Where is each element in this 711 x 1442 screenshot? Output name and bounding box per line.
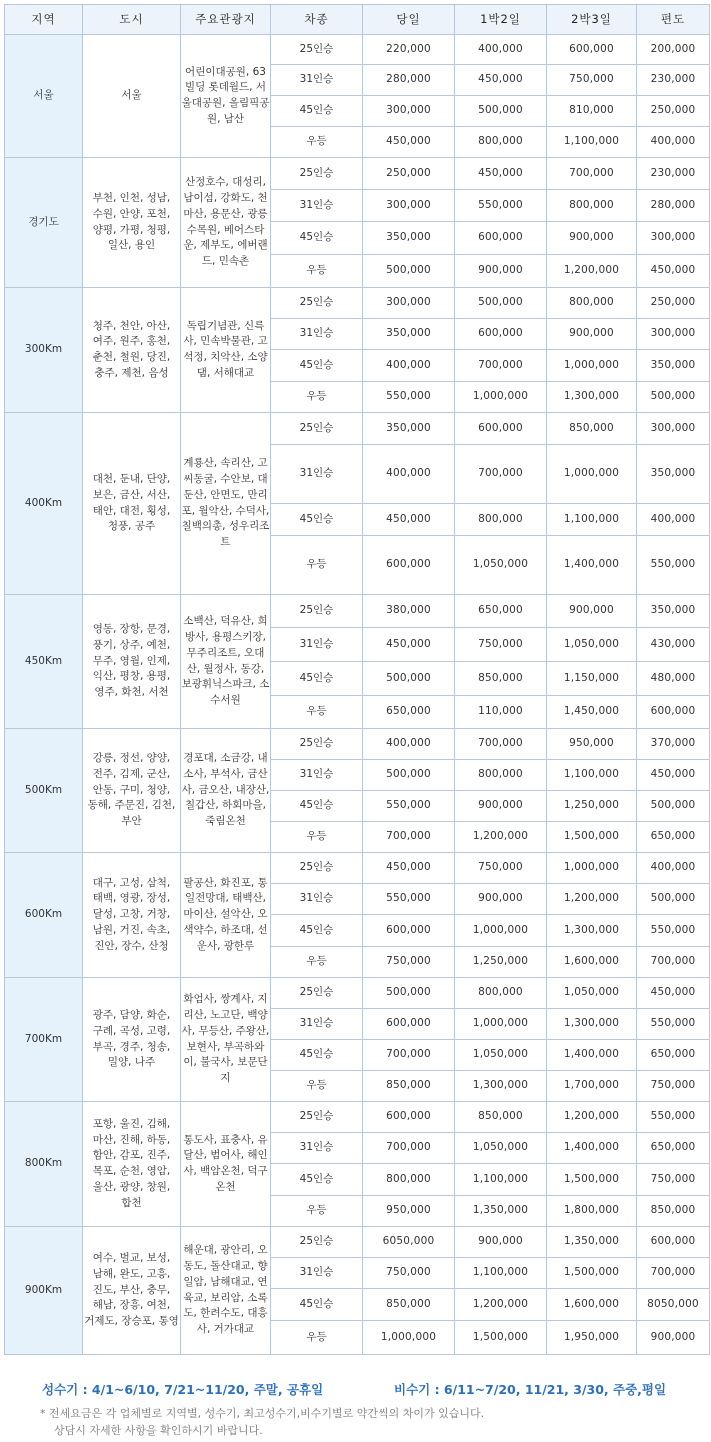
sights-cell: 소백산, 덕유산, 희방사, 용평스키장, 무주리조트, 오대산, 월정사, 동강, 보광휘닉스파크, 소수서원 bbox=[181, 595, 271, 729]
sights-cell: 계룡산, 속리산, 고씨동굴, 수안보, 대둔산, 안면도, 만리포, 월악산, 수덕사, 칠백의총, 성우리조트 bbox=[181, 413, 271, 595]
price-oneway: 350,000 bbox=[637, 595, 710, 628]
price-day: 250,000 bbox=[363, 158, 455, 190]
region-cell: 서울 bbox=[5, 35, 83, 158]
price-1night: 1,300,000 bbox=[455, 1071, 547, 1102]
price-1night: 800,000 bbox=[455, 978, 547, 1009]
price-1night: 900,000 bbox=[455, 791, 547, 822]
price-day: 220,000 bbox=[363, 35, 455, 65]
vehicle-cell: 31인승 bbox=[271, 884, 363, 915]
price-day: 650,000 bbox=[363, 696, 455, 729]
price-1night: 1,050,000 bbox=[455, 536, 547, 595]
price-1night: 900,000 bbox=[455, 1227, 547, 1258]
vehicle-cell: 25인승 bbox=[271, 978, 363, 1009]
table-row bbox=[5, 413, 710, 445]
price-day: 450,000 bbox=[363, 853, 455, 884]
region-cell: 300Km bbox=[5, 288, 83, 413]
price-2nights: 800,000 bbox=[547, 288, 637, 319]
price-1night: 650,000 bbox=[455, 595, 547, 628]
price-day: 400,000 bbox=[363, 445, 455, 504]
region-cell: 450Km bbox=[5, 595, 83, 729]
header-2nights: 2박3일 bbox=[547, 5, 637, 35]
price-oneway: 450,000 bbox=[637, 978, 710, 1009]
price-1night: 700,000 bbox=[455, 350, 547, 382]
vehicle-cell: 45인승 bbox=[271, 662, 363, 696]
price-day: 700,000 bbox=[363, 1040, 455, 1071]
cities-cell: 여수, 벌교, 보성, 남해, 완도, 고흥, 진도, 부산, 충무, 해남, 장흥, 여천, 거제도, 장승포, 통영 bbox=[83, 1227, 181, 1355]
price-2nights: 1,200,000 bbox=[547, 255, 637, 288]
region-cell: 경기도 bbox=[5, 158, 83, 288]
price-oneway: 700,000 bbox=[637, 1258, 710, 1289]
sights-cell: 팔공산, 화진포, 통일전망대, 태백산, 마이산, 설악산, 오색약수, 하조대, 선운사, 광한루 bbox=[181, 853, 271, 978]
offpeak-season-text: 비수기 : 6/11~7/20, 11/21, 3/30, 주중,평일 bbox=[394, 1382, 667, 1397]
cities-cell: 광주, 담양, 화순, 구례, 곡성, 고령, 부곡, 경주, 청송, 밀양, 나주 bbox=[83, 978, 181, 1102]
price-1night: 1,250,000 bbox=[455, 947, 547, 978]
price-2nights: 1,200,000 bbox=[547, 1102, 637, 1133]
price-1night: 900,000 bbox=[455, 255, 547, 288]
sights-cell: 산정호수, 대성리, 남이섬, 강화도, 천마산, 용문산, 광릉수목원, 베어스타운, 제부도, 에버랜드, 민속촌 bbox=[181, 158, 271, 288]
vehicle-cell: 25인승 bbox=[271, 853, 363, 884]
vehicle-cell: 우등 bbox=[271, 255, 363, 288]
vehicle-cell: 45인승 bbox=[271, 96, 363, 127]
price-2nights: 1,300,000 bbox=[547, 1009, 637, 1040]
price-2nights: 810,000 bbox=[547, 96, 637, 127]
price-1night: 1,350,000 bbox=[455, 1196, 547, 1227]
price-1night: 1,050,000 bbox=[455, 1040, 547, 1071]
price-2nights: 1,400,000 bbox=[547, 1040, 637, 1071]
price-day: 550,000 bbox=[363, 791, 455, 822]
price-oneway: 650,000 bbox=[637, 1040, 710, 1071]
sights-cell: 어린이대공원, 63빌딩 롯데월드, 서울대공원, 올림픽공원, 남산 bbox=[181, 35, 271, 158]
price-day: 6050,000 bbox=[363, 1227, 455, 1258]
price-2nights: 1,700,000 bbox=[547, 1071, 637, 1102]
price-2nights: 900,000 bbox=[547, 222, 637, 255]
price-oneway: 250,000 bbox=[637, 288, 710, 319]
consult-note: 상담시 자세한 사항을 확인하시기 바랍니다. bbox=[54, 1424, 263, 1437]
price-2nights: 1,200,000 bbox=[547, 884, 637, 915]
vehicle-cell: 우등 bbox=[271, 947, 363, 978]
price-oneway: 600,000 bbox=[637, 1227, 710, 1258]
price-2nights: 1,400,000 bbox=[547, 536, 637, 595]
price-2nights: 1,800,000 bbox=[547, 1196, 637, 1227]
price-1night: 1,100,000 bbox=[455, 1164, 547, 1196]
price-oneway: 350,000 bbox=[637, 445, 710, 504]
vehicle-cell: 25인승 bbox=[271, 1102, 363, 1133]
vehicle-cell: 45인승 bbox=[271, 222, 363, 255]
price-2nights: 1,150,000 bbox=[547, 662, 637, 696]
price-oneway: 300,000 bbox=[637, 413, 710, 445]
price-oneway: 750,000 bbox=[637, 1164, 710, 1196]
vehicle-cell: 25인승 bbox=[271, 729, 363, 760]
vehicle-cell: 45인승 bbox=[271, 504, 363, 536]
price-oneway: 450,000 bbox=[637, 760, 710, 791]
price-1night: 850,000 bbox=[455, 1102, 547, 1133]
price-day: 600,000 bbox=[363, 1009, 455, 1040]
table-row bbox=[5, 729, 710, 760]
price-day: 500,000 bbox=[363, 760, 455, 791]
price-oneway: 300,000 bbox=[637, 222, 710, 255]
season-legend bbox=[42, 1380, 667, 1398]
vehicle-cell: 우등 bbox=[271, 822, 363, 853]
price-day: 600,000 bbox=[363, 536, 455, 595]
price-2nights: 1,050,000 bbox=[547, 628, 637, 662]
price-oneway: 370,000 bbox=[637, 729, 710, 760]
price-oneway: 200,000 bbox=[637, 35, 710, 65]
cities-cell: 청주, 천안, 아산, 여주, 원주, 홍천, 춘천, 철원, 당진, 충주, 제천, 음성 bbox=[83, 288, 181, 413]
price-1night: 1,200,000 bbox=[455, 1289, 547, 1321]
price-1night: 850,000 bbox=[455, 662, 547, 696]
cities-cell: 영동, 장항, 문경, 풍기, 상주, 예천, 무주, 영월, 인제, 익산, 평창, 용평, 영주, 화천, 서천 bbox=[83, 595, 181, 729]
price-1night: 700,000 bbox=[455, 729, 547, 760]
table-row bbox=[5, 1227, 710, 1258]
price-2nights: 1,500,000 bbox=[547, 822, 637, 853]
vehicle-cell: 31인승 bbox=[271, 628, 363, 662]
vehicle-cell: 우등 bbox=[271, 696, 363, 729]
price-2nights: 950,000 bbox=[547, 729, 637, 760]
price-oneway: 550,000 bbox=[637, 1102, 710, 1133]
header-day-trip: 당일 bbox=[363, 5, 455, 35]
price-day: 500,000 bbox=[363, 662, 455, 696]
price-oneway: 230,000 bbox=[637, 158, 710, 190]
price-1night: 600,000 bbox=[455, 413, 547, 445]
price-oneway: 750,000 bbox=[637, 1071, 710, 1102]
table-row bbox=[5, 1102, 710, 1133]
price-2nights: 1,350,000 bbox=[547, 1227, 637, 1258]
price-2nights: 1,600,000 bbox=[547, 1289, 637, 1321]
vehicle-cell: 우등 bbox=[271, 1071, 363, 1102]
header-city: 도시 bbox=[83, 5, 181, 35]
header-vehicle: 차종 bbox=[271, 5, 363, 35]
vehicle-cell: 31인승 bbox=[271, 445, 363, 504]
price-day: 350,000 bbox=[363, 413, 455, 445]
vehicle-cell: 45인승 bbox=[271, 1164, 363, 1196]
table-row bbox=[5, 853, 710, 884]
vehicle-cell: 45인승 bbox=[271, 350, 363, 382]
price-oneway: 700,000 bbox=[637, 947, 710, 978]
table-header-row bbox=[5, 5, 710, 35]
price-2nights: 900,000 bbox=[547, 595, 637, 628]
price-2nights: 1,000,000 bbox=[547, 350, 637, 382]
region-cell: 700Km bbox=[5, 978, 83, 1102]
price-day: 400,000 bbox=[363, 350, 455, 382]
price-day: 750,000 bbox=[363, 947, 455, 978]
price-1night: 450,000 bbox=[455, 65, 547, 96]
price-day: 300,000 bbox=[363, 288, 455, 319]
price-1night: 750,000 bbox=[455, 853, 547, 884]
price-oneway: 480,000 bbox=[637, 662, 710, 696]
price-1night: 800,000 bbox=[455, 127, 547, 158]
price-day: 500,000 bbox=[363, 255, 455, 288]
price-oneway: 280,000 bbox=[637, 190, 710, 222]
price-2nights: 1,100,000 bbox=[547, 760, 637, 791]
price-1night: 1,000,000 bbox=[455, 915, 547, 947]
region-cell: 500Km bbox=[5, 729, 83, 853]
sights-cell: 통도사, 표충사, 유달산, 범어사, 해인사, 백암온천, 덕구온천 bbox=[181, 1102, 271, 1227]
price-2nights: 1,300,000 bbox=[547, 915, 637, 947]
price-oneway: 230,000 bbox=[637, 65, 710, 96]
price-1night: 500,000 bbox=[455, 96, 547, 127]
vehicle-cell: 31인승 bbox=[271, 190, 363, 222]
vehicle-cell: 25인승 bbox=[271, 1227, 363, 1258]
vehicle-cell: 25인승 bbox=[271, 288, 363, 319]
price-day: 550,000 bbox=[363, 382, 455, 413]
header-sights: 주요관광지 bbox=[181, 5, 271, 35]
price-1night: 1,000,000 bbox=[455, 382, 547, 413]
price-oneway: 350,000 bbox=[637, 350, 710, 382]
price-oneway: 650,000 bbox=[637, 822, 710, 853]
price-day: 600,000 bbox=[363, 1102, 455, 1133]
vehicle-cell: 45인승 bbox=[271, 1040, 363, 1071]
price-1night: 900,000 bbox=[455, 884, 547, 915]
price-2nights: 1,000,000 bbox=[547, 445, 637, 504]
price-2nights: 1,100,000 bbox=[547, 127, 637, 158]
price-day: 300,000 bbox=[363, 96, 455, 127]
sights-cell: 해운대, 광안리, 오동도, 돌산대교, 향일암, 남해대교, 연육교, 보리암, 소록도, 한려수도, 대흥사, 거가대교 bbox=[181, 1227, 271, 1355]
table-row bbox=[5, 158, 710, 190]
price-2nights: 600,000 bbox=[547, 35, 637, 65]
price-2nights: 1,450,000 bbox=[547, 696, 637, 729]
price-oneway: 650,000 bbox=[637, 1133, 710, 1164]
price-day: 450,000 bbox=[363, 628, 455, 662]
vehicle-cell: 25인승 bbox=[271, 413, 363, 445]
price-day: 450,000 bbox=[363, 504, 455, 536]
price-oneway: 500,000 bbox=[637, 884, 710, 915]
price-day: 350,000 bbox=[363, 222, 455, 255]
price-1night: 800,000 bbox=[455, 760, 547, 791]
sights-cell: 화엄사, 쌍계사, 지리산, 노고단, 백양사, 무등산, 주왕산, 보현사, 부곡하와이, 불국사, 보문단지 bbox=[181, 978, 271, 1102]
price-oneway: 550,000 bbox=[637, 536, 710, 595]
price-day: 550,000 bbox=[363, 884, 455, 915]
price-2nights: 700,000 bbox=[547, 158, 637, 190]
price-2nights: 1,950,000 bbox=[547, 1321, 637, 1355]
cities-cell: 서울 bbox=[83, 35, 181, 158]
price-1night: 800,000 bbox=[455, 504, 547, 536]
price-oneway: 550,000 bbox=[637, 1009, 710, 1040]
vehicle-cell: 우등 bbox=[271, 127, 363, 158]
price-2nights: 1,250,000 bbox=[547, 791, 637, 822]
price-day: 400,000 bbox=[363, 729, 455, 760]
table-row bbox=[5, 288, 710, 319]
table-row bbox=[5, 978, 710, 1009]
vehicle-cell: 45인승 bbox=[271, 915, 363, 947]
fare-note: * 전세요금은 각 업체별로 지역별, 성수기, 최고성수기,비수기별로 약간씩의 차이가 있습니다. bbox=[40, 1407, 485, 1420]
vehicle-cell: 31인승 bbox=[271, 319, 363, 350]
vehicle-cell: 우등 bbox=[271, 1196, 363, 1227]
sights-cell: 독립기념관, 신륵사, 민속박물관, 고석정, 치악산, 소양댐, 서해대교 bbox=[181, 288, 271, 413]
header-1night: 1박2일 bbox=[455, 5, 547, 35]
vehicle-cell: 31인승 bbox=[271, 760, 363, 791]
price-2nights: 800,000 bbox=[547, 190, 637, 222]
vehicle-cell: 우등 bbox=[271, 382, 363, 413]
vehicle-cell: 45인승 bbox=[271, 1289, 363, 1321]
price-2nights: 1,500,000 bbox=[547, 1258, 637, 1289]
price-day: 850,000 bbox=[363, 1289, 455, 1321]
price-day: 1,000,000 bbox=[363, 1321, 455, 1355]
price-1night: 400,000 bbox=[455, 35, 547, 65]
peak-season-text: 성수기 : 4/1~6/10, 7/21~11/20, 주말, 공휴일 bbox=[42, 1382, 324, 1397]
price-oneway: 430,000 bbox=[637, 628, 710, 662]
cities-cell: 강릉, 정선, 양양, 전주, 김제, 군산, 안동, 구미, 청양, 동해, 주문진, 김천, 부안 bbox=[83, 729, 181, 853]
price-oneway: 550,000 bbox=[637, 915, 710, 947]
price-2nights: 1,300,000 bbox=[547, 382, 637, 413]
price-day: 500,000 bbox=[363, 978, 455, 1009]
price-1night: 450,000 bbox=[455, 158, 547, 190]
price-day: 800,000 bbox=[363, 1164, 455, 1196]
price-2nights: 1,050,000 bbox=[547, 978, 637, 1009]
price-2nights: 1,000,000 bbox=[547, 853, 637, 884]
cities-cell: 대천, 둔내, 단양, 보은, 금산, 서산, 태안, 대전, 횡성, 청풍, 공주 bbox=[83, 413, 181, 595]
price-day: 280,000 bbox=[363, 65, 455, 96]
price-oneway: 8050,000 bbox=[637, 1289, 710, 1321]
price-day: 950,000 bbox=[363, 1196, 455, 1227]
region-cell: 600Km bbox=[5, 853, 83, 978]
price-oneway: 250,000 bbox=[637, 96, 710, 127]
vehicle-cell: 25인승 bbox=[271, 158, 363, 190]
vehicle-cell: 31인승 bbox=[271, 1133, 363, 1164]
price-2nights: 1,600,000 bbox=[547, 947, 637, 978]
price-oneway: 300,000 bbox=[637, 319, 710, 350]
price-1night: 600,000 bbox=[455, 319, 547, 350]
cities-cell: 대구, 고성, 삼척, 태백, 영광, 장성, 달성, 고창, 거창, 남원, 거진, 속초, 진안, 장수, 산청 bbox=[83, 853, 181, 978]
price-2nights: 850,000 bbox=[547, 413, 637, 445]
price-oneway: 500,000 bbox=[637, 382, 710, 413]
region-cell: 400Km bbox=[5, 413, 83, 595]
price-day: 600,000 bbox=[363, 915, 455, 947]
price-1night: 1,100,000 bbox=[455, 1258, 547, 1289]
price-1night: 1,050,000 bbox=[455, 1133, 547, 1164]
price-day: 700,000 bbox=[363, 1133, 455, 1164]
vehicle-cell: 25인승 bbox=[271, 595, 363, 628]
vehicle-cell: 31인승 bbox=[271, 1258, 363, 1289]
cities-cell: 포항, 울진, 김해, 마산, 진해, 하동, 함안, 감포, 진주, 목포, 순천, 영암, 울산, 광양, 창원, 합천 bbox=[83, 1102, 181, 1227]
header-region: 지역 bbox=[5, 5, 83, 35]
price-1night: 110,000 bbox=[455, 696, 547, 729]
price-day: 380,000 bbox=[363, 595, 455, 628]
price-oneway: 600,000 bbox=[637, 696, 710, 729]
price-day: 750,000 bbox=[363, 1258, 455, 1289]
price-1night: 600,000 bbox=[455, 222, 547, 255]
price-day: 450,000 bbox=[363, 127, 455, 158]
vehicle-cell: 25인승 bbox=[271, 35, 363, 65]
price-oneway: 450,000 bbox=[637, 255, 710, 288]
price-day: 300,000 bbox=[363, 190, 455, 222]
cities-cell: 부천, 인천, 성남, 수원, 안양, 포천, 양평, 가평, 청평, 일산, 용인 bbox=[83, 158, 181, 288]
price-2nights: 1,400,000 bbox=[547, 1133, 637, 1164]
price-1night: 700,000 bbox=[455, 445, 547, 504]
vehicle-cell: 31인승 bbox=[271, 65, 363, 96]
vehicle-cell: 우등 bbox=[271, 536, 363, 595]
table-row bbox=[5, 595, 710, 628]
price-oneway: 400,000 bbox=[637, 853, 710, 884]
price-oneway: 500,000 bbox=[637, 791, 710, 822]
price-1night: 750,000 bbox=[455, 628, 547, 662]
price-2nights: 900,000 bbox=[547, 319, 637, 350]
price-1night: 1,500,000 bbox=[455, 1321, 547, 1355]
price-oneway: 400,000 bbox=[637, 127, 710, 158]
price-1night: 1,200,000 bbox=[455, 822, 547, 853]
vehicle-cell: 45인승 bbox=[271, 791, 363, 822]
price-day: 700,000 bbox=[363, 822, 455, 853]
table-row bbox=[5, 35, 710, 65]
price-day: 850,000 bbox=[363, 1071, 455, 1102]
region-cell: 900Km bbox=[5, 1227, 83, 1355]
price-1night: 550,000 bbox=[455, 190, 547, 222]
price-1night: 1,000,000 bbox=[455, 1009, 547, 1040]
price-oneway: 900,000 bbox=[637, 1321, 710, 1355]
sights-cell: 경포대, 소금강, 내소사, 부석사, 금산사, 금오산, 내장산, 칠갑산, 하회마을, 죽림온천 bbox=[181, 729, 271, 853]
header-oneway: 편도 bbox=[637, 5, 710, 35]
price-day: 350,000 bbox=[363, 319, 455, 350]
vehicle-cell: 우등 bbox=[271, 1321, 363, 1355]
price-oneway: 400,000 bbox=[637, 504, 710, 536]
price-oneway: 850,000 bbox=[637, 1196, 710, 1227]
charter-rate-table bbox=[4, 4, 710, 1355]
price-1night: 500,000 bbox=[455, 288, 547, 319]
region-cell: 800Km bbox=[5, 1102, 83, 1227]
table-body bbox=[5, 35, 710, 1355]
price-2nights: 1,500,000 bbox=[547, 1164, 637, 1196]
vehicle-cell: 31인승 bbox=[271, 1009, 363, 1040]
price-2nights: 1,100,000 bbox=[547, 504, 637, 536]
price-2nights: 750,000 bbox=[547, 65, 637, 96]
